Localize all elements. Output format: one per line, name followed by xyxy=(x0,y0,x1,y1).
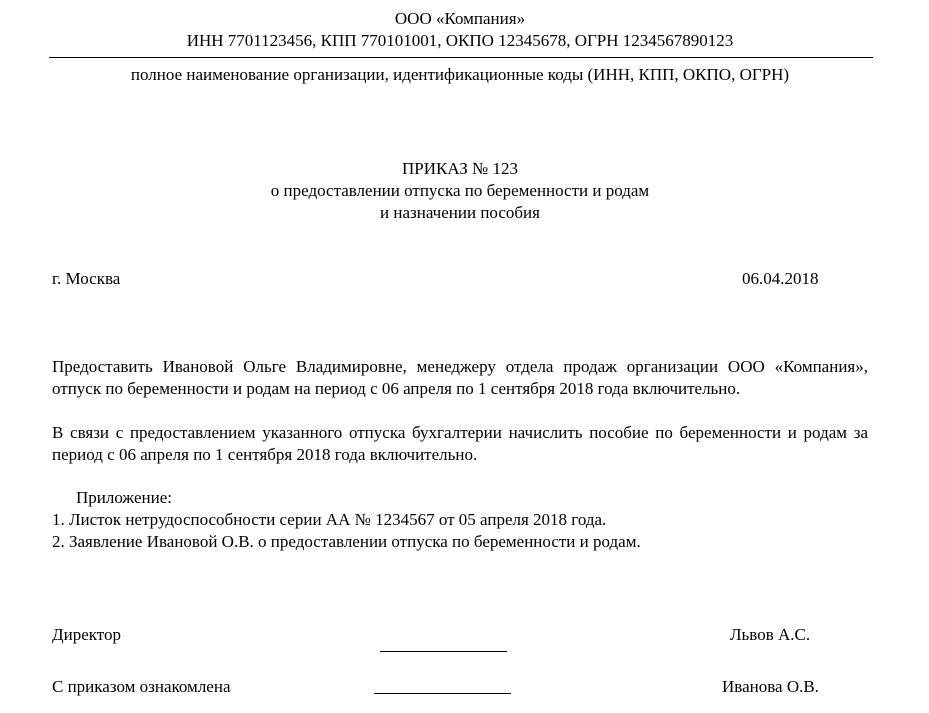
order-title: ПРИКАЗ № 123 xyxy=(402,159,518,178)
order-date: 06.04.2018 xyxy=(742,269,819,288)
director-role: Директор xyxy=(52,625,121,644)
attachment-item: 1. Листок нетрудоспособности серии АА № 1234567 от 05 апреля 2018 года. xyxy=(52,510,607,529)
organization-codes: ИНН 7701123456, КПП 770101001, ОКПО 12345678, ОГРН 1234567890123 xyxy=(186,31,734,50)
order-paragraph-leave: Предоставить Ивановой Ольге Владимировне, менеджеру отдела продаж организации ООО «Компания», отпуск по беременности и родам на период с 06 апреля по 1 сентября 2018 года включительно. xyxy=(52,357,868,398)
director-signature-line xyxy=(380,651,507,652)
acknowledgement-label: С приказом ознакомлена xyxy=(52,677,231,696)
attachment-item: 2. Заявление Ивановой О.В. о предоставлении отпуска по беременности и родам. xyxy=(52,532,641,551)
order-paragraph-benefit: В связи с предоставлением указанного отпуска бухгалтерии начислить пособие по беременности и родам за период с 06 апреля по 1 сентября 2018 года включительно. xyxy=(52,423,868,464)
organization-name: ООО «Компания» xyxy=(394,9,526,28)
organization-caption: полное наименование организации, идентификационные коды (ИНН, КПП, ОКПО, ОГРН) xyxy=(130,65,790,84)
order-subtitle-line-2: и назначении пособия xyxy=(380,203,540,222)
header-divider xyxy=(49,57,873,58)
order-city: г. Москва xyxy=(52,269,121,288)
employee-signature-line xyxy=(374,693,511,694)
employee-name: Иванова О.В. xyxy=(722,677,819,696)
director-name: Львов А.С. xyxy=(730,625,811,644)
order-subtitle-line-1: о предоставлении отпуска по беременности и родам xyxy=(270,181,650,200)
attachments-title: Приложение: xyxy=(76,488,172,507)
